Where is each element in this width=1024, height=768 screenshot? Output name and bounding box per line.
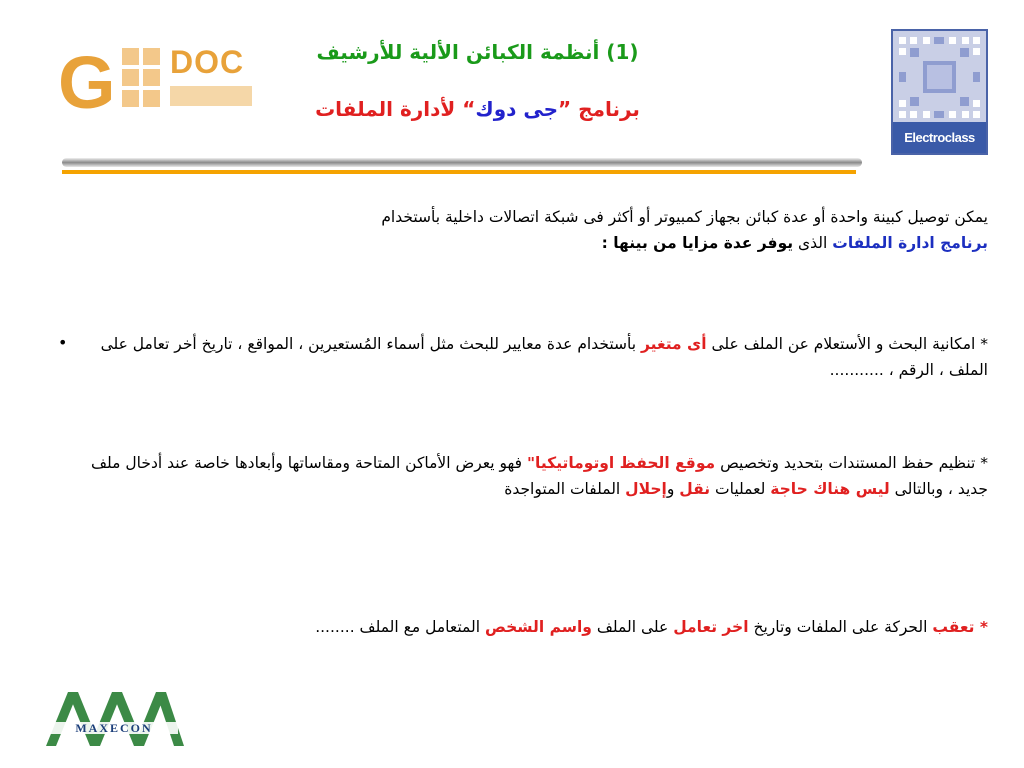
item-text: المتعامل مع الملف ........ xyxy=(315,618,485,636)
intro-text: الذى xyxy=(793,234,833,252)
highlight-text: واسم الشخص xyxy=(484,618,592,636)
logo-bar xyxy=(170,86,252,106)
maxecon-logo-text: MAXECON xyxy=(75,721,153,735)
gdoc-logo xyxy=(52,38,256,124)
page-title: (1) أنظمة الكبائن الألية للأرشيف xyxy=(316,40,639,64)
item-text: * تنظيم حفظ المستندات بتحديد وتخصيص xyxy=(715,454,988,472)
highlight-text: موقع الحفظ اوتوماتيكيا" xyxy=(526,454,716,472)
maxecon-logo xyxy=(42,688,186,748)
list-item xyxy=(88,331,988,383)
highlight-text: * تعقب xyxy=(932,618,988,636)
gdoc-logo-text: DOC xyxy=(170,44,245,80)
highlight-text: اخر تعامل xyxy=(673,618,749,636)
highlight-text: برنامج ادارة الملفات xyxy=(832,234,988,252)
intro-paragraph xyxy=(88,204,988,256)
logo-square xyxy=(122,48,139,65)
item-text: لعمليات xyxy=(710,480,771,498)
logo-square xyxy=(122,90,139,107)
highlight-text: نقل xyxy=(679,480,711,498)
header-divider xyxy=(62,170,856,174)
intro-line: يمكن توصيل كبينة واحدة أو عدة كبائن بجهاز كمبيوتر أو أكثر فى شبكة اتصالات داخلية بأستخدام xyxy=(381,208,988,226)
list-item xyxy=(88,450,988,502)
electroclass-pattern-icon xyxy=(896,34,983,120)
highlight-text: أى متغير xyxy=(641,335,707,353)
header-divider-shadow xyxy=(62,158,862,167)
bullet-icon: • xyxy=(58,333,68,352)
item-text: * امكانية البحث و الأستعلام عن الملف على xyxy=(706,335,988,353)
item-text: الحركة على الملفات وتاريخ xyxy=(748,618,933,636)
logo-square xyxy=(122,69,139,86)
logo-square xyxy=(143,90,160,107)
intro-line xyxy=(88,230,988,256)
highlight-text: ليس هناك حاجة xyxy=(770,480,890,498)
item-text: الملفات المتواجدة xyxy=(504,480,626,498)
electroclass-logo-text: Electroclass xyxy=(893,122,986,153)
highlight-text: إحلال xyxy=(625,480,667,498)
item-text: بأستخدام عدة معايير للبحث مثل أسماء المُستعيرين ، المواقع ، تاريخ أخر تعامل على الملف ، الرقم ، ........... xyxy=(100,335,988,379)
logo-square xyxy=(143,69,160,86)
subtitle-product-name: جى دوك xyxy=(475,97,559,121)
item-text: و xyxy=(666,480,680,498)
logo-square xyxy=(143,48,160,65)
electroclass-logo xyxy=(891,29,988,155)
bold-text: يوفر عدة مزايا من بينها : xyxy=(601,234,794,252)
page-subtitle xyxy=(280,97,675,121)
item-text: على الملف xyxy=(591,618,674,636)
subtitle-part: “ لأدارة الملفات xyxy=(315,97,476,121)
list-item xyxy=(88,614,988,640)
subtitle-part: برنامج ” xyxy=(558,97,640,121)
gdoc-logo-letter: G xyxy=(58,41,116,124)
item-text: فهو يعرض الأماكن المتاحة ومقاساتها وأبعادها خاصة عند أدخال ملف جديد ، وبالتالى xyxy=(90,454,988,498)
